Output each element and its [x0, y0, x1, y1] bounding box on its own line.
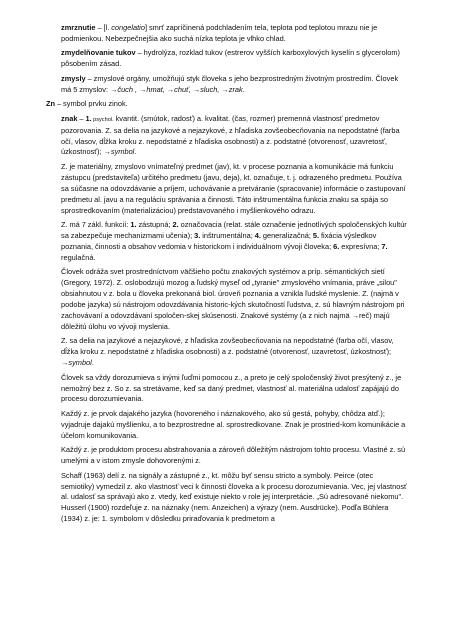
- function-number: 5.: [312, 230, 320, 240]
- cross-reference: →čuch , →hmat, →chuť, →sluch, →zrak: [109, 84, 243, 94]
- paragraph-text: Každý z. je produktom procesu abstrahovania a zároveň dôležitým nástrojom tohto procesu. Vlastné z. sú umelými a v istom zmysle dohovorenými z.: [61, 445, 406, 466]
- paragraph-text: .: [91, 358, 94, 368]
- entry-text: –: [77, 113, 86, 123]
- headword: zmysly: [61, 73, 86, 83]
- paragraph-text: regulačná.: [61, 252, 96, 262]
- entry-zmydelnovanie-tukov: [61, 48, 407, 70]
- entry-zmysly: [61, 74, 407, 96]
- field-label: psychol.: [91, 116, 114, 123]
- entry-text: .: [242, 84, 245, 94]
- sense-number: 1.: [85, 113, 92, 123]
- function-number: 2.: [172, 220, 179, 230]
- paragraph-znak-theories: [61, 471, 407, 526]
- paragraph-text: označovacia (relat. stále označenie jednotlivých spoločenských kultúr sa zabezpečuje mechanizmami učenia);: [61, 220, 407, 240]
- paragraph-text: fixácia výsledkov poznania, činnosti a obsahov vedomia v historickom i individuálnom vývoji človeka;: [61, 230, 377, 251]
- entry-text: kvantit. (smútok, radosť) a. kvalitat. (čas, rozmer) premenná vlastnosť predmetov pozorovania. Z. sa delia na jazykové a nejazykové, z hľadiska zovšeobecňovania na nepodstatné (farba očí, vlasov, dĺžka kroku z. nepodstatné z hľadiska osobnosti) a z. podstatné (otvorenosť, uzavretosť, úzkostnosť);: [61, 113, 400, 157]
- paragraph-text: expresívna;: [339, 241, 382, 251]
- cross-reference: →symbol: [103, 147, 135, 157]
- paragraph-text: Každý z. je prvok dajakého jazyka (hovoreného i náznakového, ako sú gestá, pohyby, chôdza atď.); vyjadruje dajakú myšlienku, a to bezprostredne al. sprostredkovane. Znak je prostried-kom komunikácie a účelom komunikovania.: [61, 408, 406, 440]
- paragraph-znak-language: [61, 409, 407, 442]
- entry-text: .: [134, 147, 137, 157]
- paragraph-znak-functions: [61, 220, 407, 264]
- paragraph-text: Schaff (1963) delí z. na signály a zástupné z., kt. môžu byť sensu stricto a symboly. Peirce (otec semiotiky) vymedzil z. ako vlastnosť veci k činnosti človeka a k procesu dorozumievania. Vec, jej vlastnosť al. udalosť sa správajú ako z. vtedy, keď existuje niekto v role jej interpretácie. „Sú adresované niekomu". Husserl (1900) rozdeľuje z. na náznaky (nem. Anzeichen) a výrazy (nem. Ausdrücke). Podľa Bühlera (1934) z. je: 1. symbolom v dôsledku priraďovania k predmetom a: [61, 470, 407, 524]
- function-number: 4.: [254, 230, 261, 240]
- function-number: 6.: [333, 241, 340, 251]
- paragraph-text: inštrumentálna;: [200, 230, 255, 240]
- headword: zmydelňovanie tukov: [61, 48, 136, 58]
- cross-reference: →symbol: [61, 358, 92, 368]
- headword: znak: [61, 113, 78, 123]
- latin-term: congelatio: [111, 23, 145, 32]
- function-number: 7.: [381, 241, 388, 251]
- paragraph-znak-division: [61, 336, 407, 369]
- entry-text: – [l.: [95, 23, 112, 32]
- paragraph-text: generalizačná;: [260, 230, 313, 240]
- entry-zn: [46, 99, 407, 110]
- paragraph-text: Človek odráža svet prostredníctvom väčšieho počtu znakových systémov a príp. sémantických sietí (Gregory, 1972). Z. oslobodzujú mozog a ľudský myseľ od „tyranie" zmyslového vnímania, práve „silou" obsiahnutou v z. bola u človeka prekonaná biol. úroveň poznania a vznikla ľudské myslenie. Z. (najmä v podobe jazyka) sú nástrojom odovzdávania historic-kých skutočností ľudstva, z. sú hlavným nástrojom pri zachovávaní a odovzdávaní spoločen-skej skúsenosti. Znakové systémy (a z nich najmä →reč) majú dôležitú úlohu vo vývoji myslenia.: [61, 267, 405, 331]
- paragraph-znak-systems: [61, 267, 407, 332]
- paragraph-text: zástupná;: [136, 220, 173, 230]
- paragraph-znak-material: [61, 162, 407, 217]
- entry-text: – symbol prvku zinok.: [55, 99, 128, 109]
- paragraph-znak-abstraction: [61, 445, 407, 467]
- headword: zmrznutie: [61, 23, 96, 32]
- paragraph-text: Z. je materiálny, zmyslovo vnímateľný predmet (jav), kt. v procese poznania a komunikácie má funkciu zástupcu (predstaviteľa) určitého predmetu (javu, deja), kt. označuje, t. j. odrazeného predmetu. Používa sa súčasne na odovzdávanie a príjem, uchovávanie a pretváranie (spracovanie) informácie o zastupovaní predmetu al. javu a na reguláciu správania a činnosti. Táto inštrumentálna funkcia znaku sa spája so sprostredkovaním (materializáciou) predstavovaného i myšlienkového odrazu.: [61, 161, 406, 215]
- paragraph-text: Z. má 7 zákl. funkcií:: [61, 220, 131, 230]
- headword: Zn: [46, 99, 56, 109]
- entry-text: ] smrť zapríčinená podchladením tela, teplota pod teplotou mrazu nie je podmienkou. Nebezpečnejšia ako suchá nízka teplota je vlhko chlad.: [61, 23, 378, 43]
- entry-text: – hydrolýza, rozklad tukov (estrerov vyšších karboxylových kyselín s glycerolom) pôsobením zásad.: [61, 48, 400, 69]
- entry-zmrznutie: [61, 23, 407, 45]
- entry-text: – zmyslové orgány, umožňujú styk človeka s jeho bezprostredným životným prostredím. Človek má 5 zmyslov:: [61, 73, 399, 94]
- paragraph-text: Z. sa delia na jazykové a nejazykové, z hľadiska zovšeobecňovania na nepodstatné (farba očí, vlasov, dĺžka kroku z. nepodstatné z hľadiska osobnosti) a z. podstatné (otvorenosť, uzavretosť, úzkostnosť);: [61, 336, 394, 357]
- paragraph-text: Človek sa vždy dorozumieva s inými ľuďmi pomocou z., a preto je celý spoločenský život presýtený z., je nemožný bez z. So z. sa stretávame, keď sa daný predmet, vlastnosť al. materiálna udalosť zapájajú do procesu dorozumievania.: [61, 372, 402, 404]
- entry-znak: [61, 114, 407, 159]
- function-number: 1.: [130, 220, 137, 230]
- function-number: 3.: [194, 230, 201, 240]
- paragraph-znak-communication: [61, 373, 407, 406]
